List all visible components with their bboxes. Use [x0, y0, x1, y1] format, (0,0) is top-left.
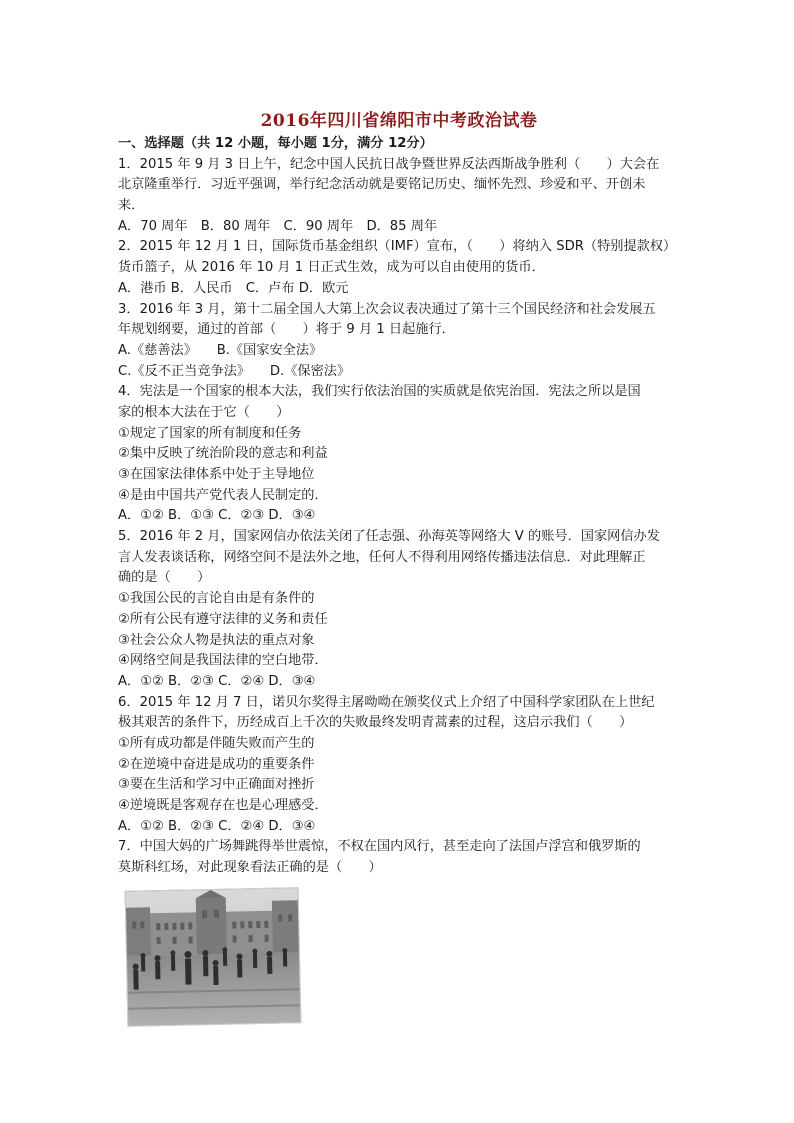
answer-options: A．①② B．②③ C．②④ D．③④: [118, 818, 316, 834]
statement-item: ②集中反映了统治阶段的意志和利益: [118, 446, 328, 462]
text-line: 6．2015 年 12 月 7 日，诺贝尔奖得主屠呦呦在颁奖仪式上介绍了中国科学家团队在上世纪: [118, 694, 655, 710]
text-line: 家的根本大法在于它（ ）: [118, 404, 290, 420]
answer-options: A．①② B．②③ C．②④ D．③④: [118, 673, 316, 689]
text-line: 1．2015 年 9 月 3 日上午，纪念中国人民抗日战争暨世界反法西斯战争胜利（ ）大会在: [118, 156, 660, 172]
text-line: 7．中国大妈的广场舞跳得举世震惊，不权在国内风行，甚至走向了法国卢浮宫和俄罗斯的: [118, 839, 641, 855]
text-line: 北京隆重举行．习近平强调，举行纪念活动就是要铭记历史、缅怀先烈、珍爱和平、开创未: [118, 177, 646, 193]
text-line: 4．宪法是一个国家的根本大法，我们实行依法治国的实质就是依宪治国．宪法之所以是国: [118, 384, 641, 400]
square-dancing-image: [126, 888, 301, 1026]
answer-options: A．70 周年 B．80 周年 C．90 周年 D．85 周年: [118, 218, 438, 234]
text-line: 确的是（ ）: [118, 570, 211, 586]
statement-item: ①规定了国家的所有制度和任务: [118, 425, 302, 441]
text-line: 年规划纲要，通过的首部（ ）将于 9 月 1 日起施行．: [118, 322, 455, 338]
text-line: 言人发表谈话称，网络空间不是法外之地，任何人不得利用网络传播违法信息．对此理解正: [118, 549, 646, 565]
text-line: 货币篮子，从 2016 年 10 月 1 日正式生效，成为可以自由使用的货币．: [118, 260, 545, 276]
text-line: 来．: [118, 198, 145, 214]
text-line: 极其艰苦的条件下，历经成百上千次的失败最终发明青蒿素的过程，这启示我们（ ）: [118, 715, 633, 731]
statement-item: ③社会公众人物是执法的重点对象: [118, 632, 315, 648]
statement-item: ②在逆境中奋进是成功的重要条件: [118, 756, 315, 772]
text-line: 5．2016 年 2 月，国家网信办依法关闭了任志强、孙海英等网络大 V 的账号．国家网信办发: [118, 529, 660, 545]
answer-options: A.《慈善法》 B.《国家安全法》: [118, 342, 323, 358]
statement-item: ③在国家法律体系中处于主导地位: [118, 467, 315, 482]
red-square-photo: [125, 887, 302, 1027]
statement-item: ②所有公民有遵守法律的义务和责任: [118, 611, 328, 627]
statement-item: ④是由中国共产党代表人民制定的．: [118, 487, 328, 503]
section-heading: 一、选择题（共 12 小题，每小题 1分，满分 12分）: [118, 136, 433, 151]
text-line: 3．2016 年 3 月，第十二届全国人大第上次会议表决通过了第十三个国民经济和社会发展五: [118, 301, 656, 317]
statement-item: ③要在生活和学习中正确面对挫折: [118, 777, 315, 793]
question-list: [118, 134, 680, 879]
text-line: 莫斯科红场，对此现象看法正确的是（ ）: [118, 860, 382, 876]
answer-options: A．①② B．①③ C．②③ D．③④: [118, 508, 316, 524]
statement-item: ①所有成功都是伴随失败而产生的: [118, 735, 315, 751]
statement-item: ④网络空间是我国法律的空白地带．: [118, 653, 328, 669]
statement-item: ①我国公民的言论自由是有条件的: [118, 591, 315, 607]
page-title: 2016年四川省绵阳市中考政治试卷: [260, 111, 538, 131]
answer-options: A．港币 B．人民币 C．卢布 D．欧元: [118, 280, 349, 296]
statement-item: ④逆境既是客观存在也是心理感受．: [118, 798, 328, 813]
answer-options: C.《反不正当竞争法》 D.《保密法》: [118, 363, 351, 379]
text-line: 2．2015 年 12 月 1 日，国际货币基金组织（IMF）宣布，（ ）将纳入 SDR（特别提款权）: [118, 239, 677, 255]
